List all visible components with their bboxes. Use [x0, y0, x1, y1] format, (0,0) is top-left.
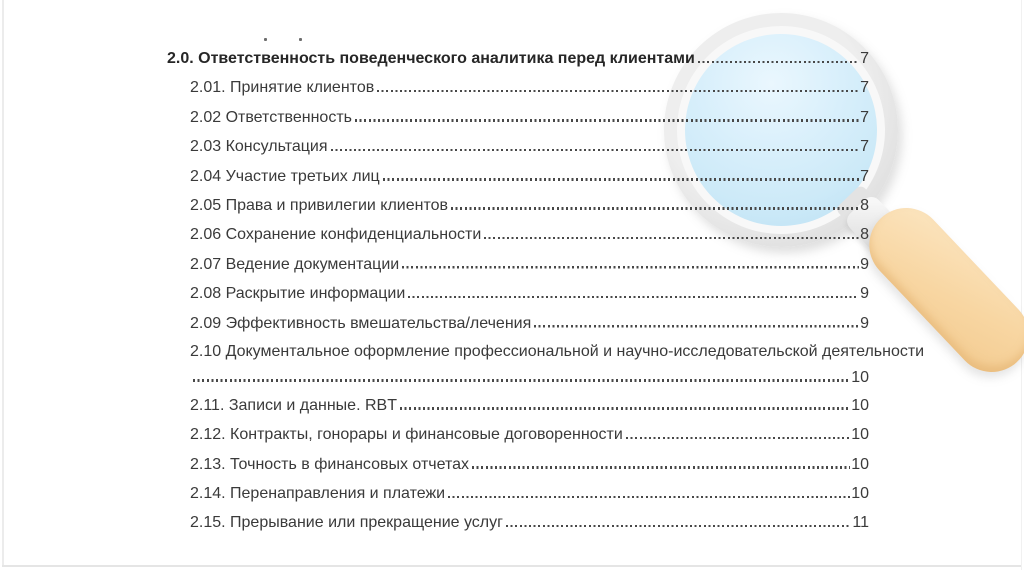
toc-list [167, 44, 925, 538]
toc-leader-dots [331, 149, 860, 152]
toc-leader-dots [377, 90, 859, 93]
toc-entry [167, 420, 869, 449]
toc-entry-label: 2.01. Принятие клиентов [190, 79, 375, 97]
toc-entry-label: 2.08 Раскрытие информации [190, 285, 406, 303]
toc-entry [167, 309, 869, 338]
toc-leader-dots [383, 178, 859, 181]
toc-entry [167, 103, 869, 132]
toc-entry [167, 73, 869, 102]
toc-entry-label: 2.09 Эффективность вмешательства/лечения [190, 314, 532, 332]
toc-page-number: 9 [860, 255, 869, 273]
toc-leader-dots [448, 496, 850, 499]
toc-page-number: 10 [851, 368, 869, 386]
toc-leader-dots [451, 207, 859, 210]
toc-entry-label: 2.07 Ведение документации [190, 255, 400, 273]
toc-entry [167, 220, 869, 249]
toc-leader-dots [506, 525, 851, 528]
toc-page-number: 7 [860, 138, 869, 156]
toc-page-number: 10 [851, 396, 869, 414]
toc-entry [167, 479, 869, 508]
toc-entry-continuation [167, 365, 869, 391]
toc-leader-dots [355, 119, 859, 122]
toc-leader-dots [626, 437, 850, 440]
toc-entry-label: 2.15. Прерывание или прекращение услуг [190, 514, 503, 532]
toc-entry [167, 191, 869, 220]
toc-entry-label: 2.13. Точность в финансовых отчетах [190, 455, 470, 473]
toc-entry [167, 44, 869, 73]
toc-page-number: 7 [860, 108, 869, 126]
toc-page-number: 10 [851, 426, 869, 444]
toc-page-number: 10 [851, 485, 869, 503]
toc-entry [167, 162, 869, 191]
toc-entry [167, 391, 869, 420]
toc-leader-dots [534, 325, 859, 328]
toc-page-number: 8 [860, 226, 869, 244]
toc-entry-label: 2.10 Документальное оформление профессиональной и научно-исследовательской деятельности [190, 342, 925, 360]
toc-leader-dots [484, 237, 859, 240]
toc-leader-dots [402, 266, 859, 269]
toc-page-number: 9 [860, 285, 869, 303]
toc-entry [167, 450, 869, 479]
toc-entry-label: 2.05 Права и привилегии клиентов [190, 196, 448, 214]
toc-page-number: 7 [860, 79, 869, 97]
toc-page-number: 7 [860, 167, 869, 185]
toc-page-number: 9 [860, 314, 869, 332]
toc-leader-dots [408, 296, 859, 299]
toc-entry-label: 2.02 Ответственность [190, 108, 352, 126]
toc-entry-label: 2.12. Контракты, гонорары и финансовые договоренности [190, 426, 623, 444]
toc-entry [167, 132, 869, 161]
toc-entry-label: 2.0. Ответственность поведенческого аналитика перед клиентами [167, 50, 695, 67]
toc-page-number: 11 [852, 514, 869, 532]
toc-entry-label: 2.06 Сохранение конфиденциальности [190, 226, 482, 244]
toc-page-number: 10 [851, 455, 869, 473]
toc-page-number: 7 [860, 50, 869, 67]
toc-leader-dots [400, 407, 850, 410]
toc-leader-dots [698, 61, 859, 64]
toc-entry-label: 2.04 Участие третьих лиц [190, 167, 380, 185]
toc-entry [167, 508, 869, 537]
toc-entry-label: 2.11. Записи и данные. RBT [190, 396, 397, 414]
toc-entry-label: 2.03 Консультация [190, 138, 328, 156]
toc-leader-dots [193, 379, 850, 382]
toc-entry [167, 250, 869, 279]
toc-entry [167, 279, 869, 308]
toc-page-number: 8 [860, 196, 869, 214]
toc-leader-dots [472, 466, 850, 469]
toc-entry [167, 338, 925, 365]
toc-entry-label: 2.14. Перенаправления и платежи [190, 485, 446, 503]
